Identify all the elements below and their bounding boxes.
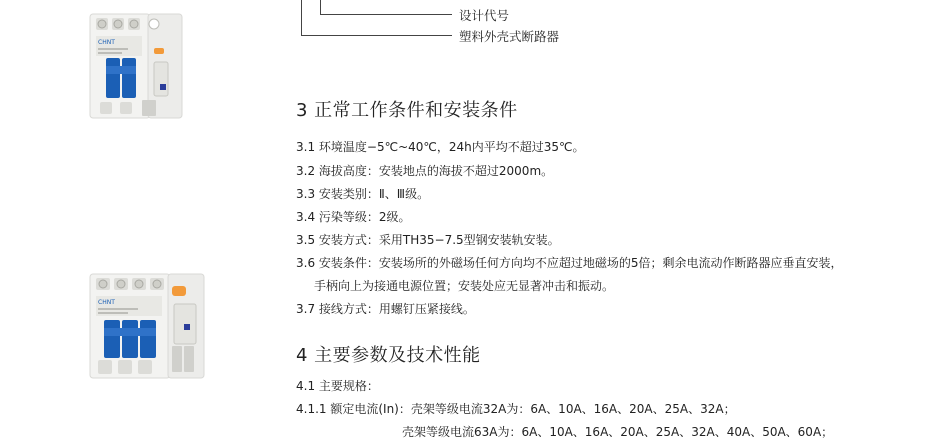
item-3-1: 3.1 环境温度−5℃~40℃，24h内平均不超过35℃。	[296, 140, 585, 154]
item-3-6-continued: 手柄向上为接通电源位置；安装处应无显著冲击和振动。	[314, 279, 615, 293]
breaker-2p-drawing	[88, 8, 184, 124]
item-3-2: 3.2 海拔高度：安装地点的海拔不超过2000m。	[296, 164, 554, 178]
item-4-1: 4.1 主要规格：	[296, 379, 379, 393]
leader-line-horizontal-inner	[320, 14, 452, 15]
legend-molded-case-breaker: 塑料外壳式断路器	[459, 29, 560, 44]
brand-logo-bottom: CHNT	[98, 299, 115, 306]
item-3-4: 3.4 污染等级：2级。	[296, 210, 411, 224]
item-4-1-1-continued: 壳架等级电流63A为：6A、10A、16A、20A、25A、32A、40A、50A、60A；	[402, 425, 834, 439]
section-3-heading: 3 正常工作条件和安装条件	[296, 100, 518, 121]
breaker-3p-drawing	[88, 268, 208, 384]
brand-logo-top: CHNT	[98, 39, 115, 46]
item-3-3: 3.3 安装类别：Ⅱ、Ⅲ级。	[296, 187, 430, 201]
leader-line-vertical-inner	[320, 0, 321, 14]
item-3-7: 3.7 接线方式：用螺钉压紧接线。	[296, 302, 475, 316]
item-3-6: 3.6 安装条件：安装场所的外磁场任何方向均不应超过地磁场的5倍；剩余电流动作断路器应垂直安装，	[296, 256, 843, 270]
item-3-5: 3.5 安装方式：采用TH35−7.5型钢安装轨安装。	[296, 233, 560, 247]
leader-line-horizontal-outer	[301, 35, 452, 36]
item-4-1-1: 4.1.1 额定电流(In)：壳架等级电流32A为：6A、10A、16A、20A、25A、32A；	[296, 402, 736, 416]
section-4-heading: 4 主要参数及技术性能	[296, 345, 481, 366]
product-image-breaker-3p	[88, 268, 208, 384]
product-image-breaker-2p	[88, 8, 184, 124]
leader-line-vertical-outer	[301, 0, 302, 35]
legend-design-code: 设计代号	[459, 8, 510, 23]
